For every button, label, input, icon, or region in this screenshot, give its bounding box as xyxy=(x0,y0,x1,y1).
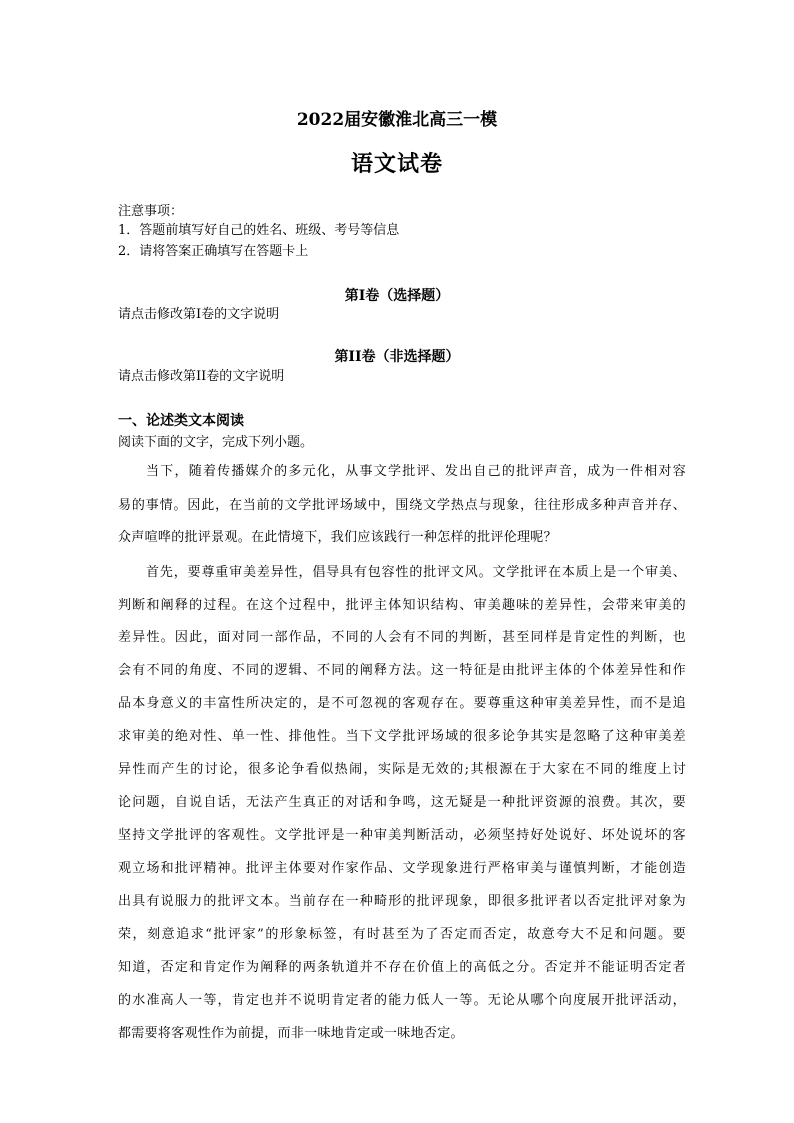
passage-line: 观立场和批评精神。批评主体要对作家作品、文学现象进行严格审美与谨慎判断，才能创造 xyxy=(118,861,686,876)
notes-label: 注意事项： xyxy=(118,204,184,219)
passage-line: 的水准高人一等，肯定也并不说明肯定者的能力低人一等。无论从哪个向度展开批评活动， xyxy=(118,993,686,1008)
passage-line: 会有不同的角度、不同的逻辑、不同的阐释方法。这一特征是由批评主体的个体差异性和作 xyxy=(118,663,686,678)
passage-line: 众声喧哗的批评景观。在此情境下，我们应该践行一种怎样的批评伦理呢？ xyxy=(118,530,557,545)
passage-line: 论问题，自说自话，无法产生真正的对话和争鸣，这无疑是一种批评资源的浪费。其次，要 xyxy=(118,795,686,810)
passage-line: 判断和阐释的过程。在这个过程中，批评主体知识结构、审美趣味的差异性，会带来审美的 xyxy=(118,598,686,613)
passage-line: 坚持文学批评的客观性。文学批评是一种审美判断活动，必须坚持好处说好、坏处说坏的客 xyxy=(118,828,686,843)
section-instruction: 阅读下面的文字，完成下列小题。 xyxy=(118,435,314,450)
passage-line: 当下，随着传播媒介的多元化，从事文学批评、发出自己的批评声音，成为一件相对容 xyxy=(146,464,686,479)
note-item-1: 1．答题前填写好自己的姓名、班级、考号等信息 xyxy=(118,223,400,238)
part2-desc: 请点击修改第II卷的文字说明 xyxy=(118,369,285,384)
section-heading: 一、论述类文本阅读 xyxy=(118,413,244,429)
passage-line: 品本身意义的丰富性所决定的，是不可忽视的客观存在。要尊重这种审美差异性，而不是追 xyxy=(118,696,686,711)
passage-line: 出具有说服力的批评文本。当前存在一种畸形的批评现象，即很多批评者以否定批评对象为 xyxy=(118,894,686,909)
exam-title: 2022届安徽淮北高三一模 xyxy=(296,110,498,130)
note-item-2: 2．请将答案正确填写在答题卡上 xyxy=(118,244,309,259)
passage-line: 荣，刻意追求“批评家”的形象标签，有时甚至为了否定而否定，故意夸大不足和问题。要 xyxy=(118,927,686,942)
passage-line: 易的事情。因此，在当前的文学批评场域中，围绕文学热点与现象，往往形成多种声音并存、 xyxy=(118,498,686,513)
passage-line: 首先，要尊重审美差异性，倡导具有包容性的批评文风。文学批评在本质上是一个审美、 xyxy=(146,565,686,580)
passage-line: 都需要将客观性作为前提，而非一味地肯定或一味地否定。 xyxy=(118,1026,464,1041)
passage-line: 异性而产生的讨论，很多论争看似热闹，实际是无效的;其根源在于大家在不同的维度上讨 xyxy=(118,762,686,777)
exam-subtitle: 语文试卷 xyxy=(350,151,443,177)
passage-line: 知道，否定和肯定作为阐释的两条轨道并不存在价值上的高低之分。否定并不能证明否定者 xyxy=(118,960,686,975)
part2-title: 第II卷（非选择题） xyxy=(334,349,460,365)
part1-desc: 请点击修改第I卷的文字说明 xyxy=(118,307,280,322)
part1-title: 第I卷（选择题） xyxy=(344,288,450,304)
passage-line: 求审美的绝对性、单一性、排他性。当下文学批评场域的很多论争其实是忽略了这种审美差 xyxy=(118,729,686,744)
passage-line: 差异性。因此，面对同一部作品，不同的人会有不同的判断，甚至同样是肯定性的判断，也 xyxy=(118,630,686,645)
